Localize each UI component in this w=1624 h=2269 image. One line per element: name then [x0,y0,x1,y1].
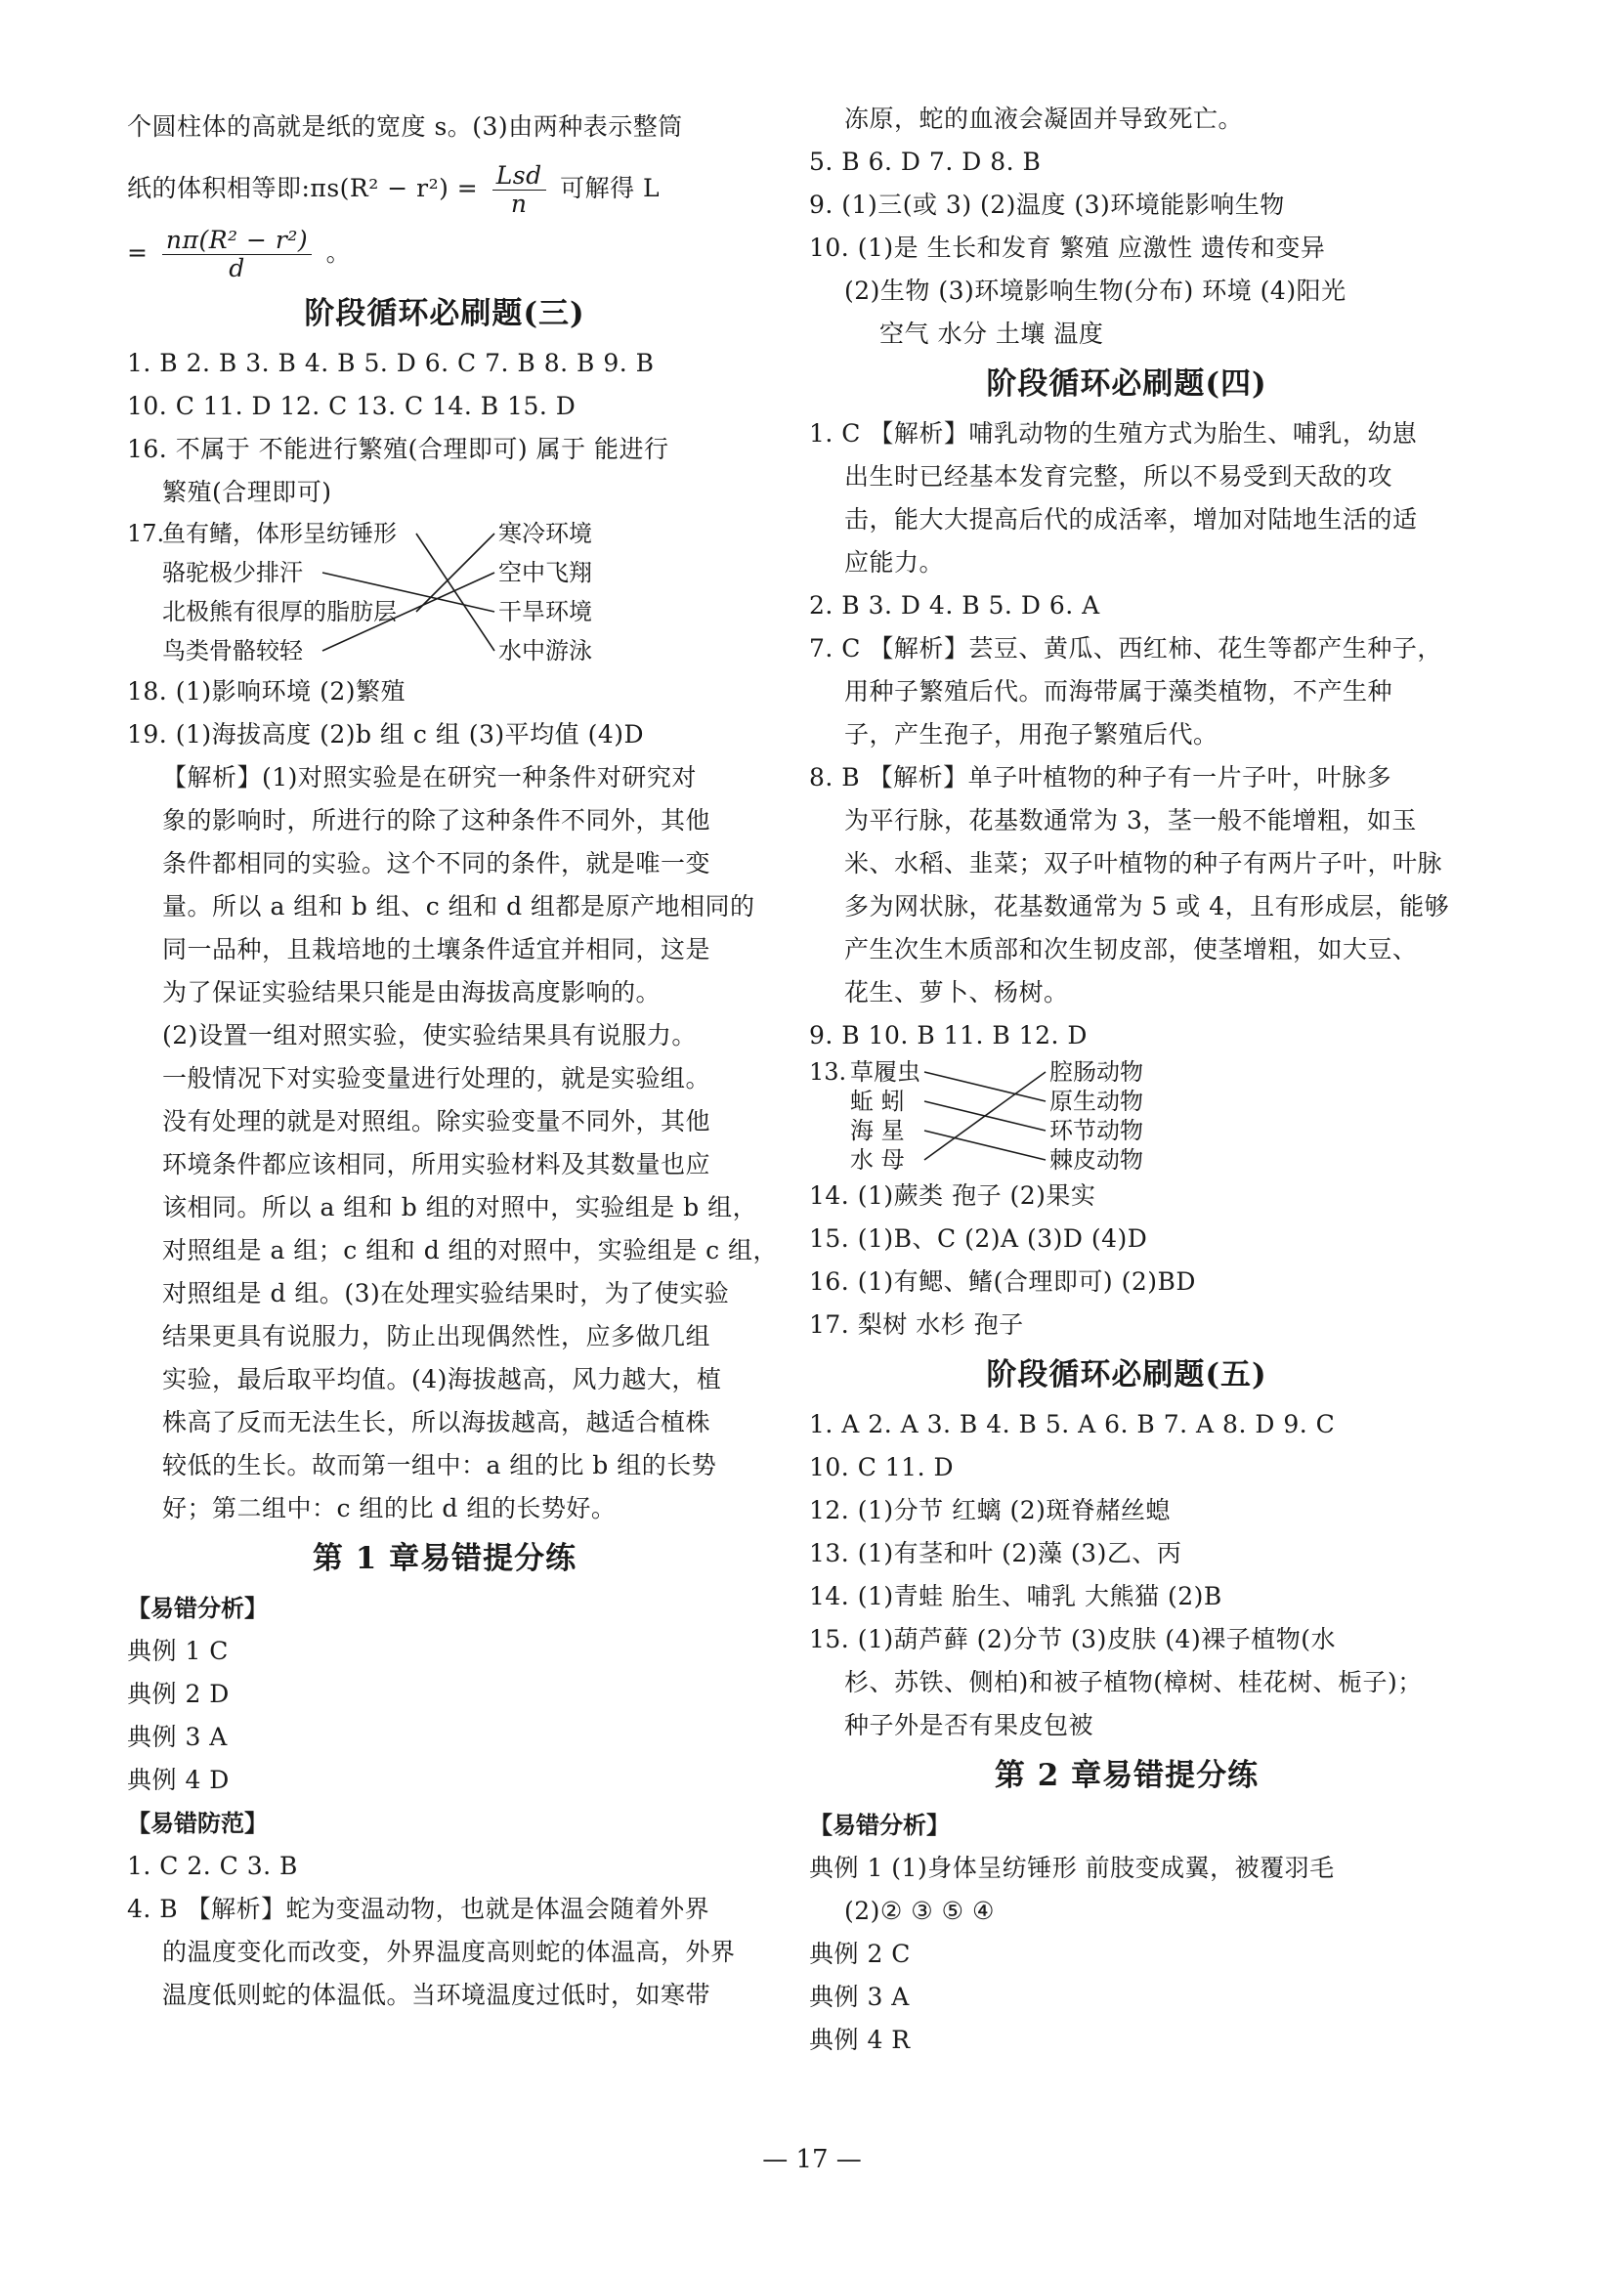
answer-line: 典例 1 C [127,1637,229,1665]
analysis-line: 量。所以 a 组和 b 组、c 组和 d 组都是原产地相同的 [162,892,755,920]
match-left-item: 鸟类骨骼较轻 [162,637,303,664]
fraction-denominator: n [510,190,528,218]
match-left-item: 草履虫 [850,1058,920,1086]
formula-text: 可解得 L [560,174,661,202]
analysis-line: 结果更具有说服力，防止出现偶然性，应多做几组 [162,1322,711,1350]
match-right-item: 干旱环境 [498,598,592,625]
answer-line: 典例 3 A [127,1723,228,1751]
answer-line: 13. (1)有茎和叶 (2)藻 (3)乙、丙 [809,1539,1182,1567]
analysis-line: 应能力。 [844,548,945,577]
answer-line: 17. 梨树 水杉 孢子 [809,1310,1024,1339]
answer-line: 1. B 2. B 3. B 4. B 5. D 6. C 7. B 8. B 9. B [127,349,655,377]
match-line [322,573,494,612]
answer-line: 16. 不属于 不能进行繁殖(合理即可) 属于 能进行 [127,435,669,463]
subsection-heading: 【易错分析】 [809,1811,950,1839]
match-right-item: 水中游泳 [498,637,592,664]
match-right-item: 环节动物 [1049,1117,1143,1144]
analysis-line: 环境条件都应该相同，所用实验材料及其数量也应 [162,1150,711,1178]
answer-line: 9. B 10. B 11. B 12. D [809,1021,1088,1049]
answer-line: 16. (1)有鳃、鳍(合理即可) (2)BD [809,1267,1196,1296]
formula-line [127,221,762,285]
analysis-line: 该相同。所以 a 组和 b 组的对照中，实验组是 b 组， [162,1193,758,1221]
answer-line: 1. A 2. A 3. B 4. B 5. A 6. B 7. A 8. D 9. C [809,1410,1336,1438]
answer-line: 1. C 2. C 3. B [127,1852,298,1880]
answer-line: 杉、苏铁、侧柏)和被子植物(樟树、桂花树、栀子)； [844,1668,1423,1696]
subsection-heading: 【易错防范】 [127,1809,268,1837]
match-left-item: 北极熊有很厚的脂肪层 [162,598,397,625]
answer-line: 12. (1)分节 红螭 (2)斑脊赭丝螅 [809,1496,1171,1524]
answer-line: 4. B 【解析】蛇为变温动物，也就是体温会随着外界 [127,1895,710,1923]
analysis-line: 多为网状脉，花基数通常为 5 或 4，且有形成层，能够 [844,892,1450,920]
analysis-line: 出生时已经基本发育完整，所以不易受到天敌的攻 [844,462,1393,491]
match-right-item: 原生动物 [1049,1088,1143,1115]
match-right-item: 棘皮动物 [1049,1146,1143,1174]
analysis-line: (2)设置一组对照实验，使实验结果具有说服力。 [162,1021,697,1049]
match-line [924,1131,1046,1160]
answer-line: 典例 2 C [809,1940,911,1968]
fraction [162,227,312,282]
answer-line: 10. C 11. D 12. C 13. C 14. B 15. D [127,392,577,420]
match-left-item: 海 星 [850,1117,905,1144]
question-number: 17. [127,520,165,547]
analysis-line: 冻原，蛇的血液会凝固并导致死亡。 [844,105,1244,133]
match-left-item: 骆驼极少排汗 [162,559,303,586]
answer-line: 空气 水分 土壤 温度 [879,320,1104,348]
subsection-heading: 【易错分析】 [127,1594,268,1622]
answer-line: 典例 2 D [127,1680,230,1708]
match-left-item: 水 母 [850,1146,905,1174]
page-number: — 17 — [762,2145,862,2174]
answer-line: 5. B 6. D 7. D 8. B [809,148,1042,176]
answer-line: 10. C 11. D [809,1453,955,1481]
answer-line: 18. (1)影响环境 (2)繁殖 [127,677,406,706]
formula-text: = [127,238,149,267]
matching-diagram-13 [809,1057,1444,1175]
analysis-line: 用种子繁殖后代。而海带属于藻类植物，不产生种 [844,677,1393,706]
match-left-item: 蚯 蚓 [850,1088,905,1115]
formula-text: 。 [325,238,352,267]
formula-text: 纸的体积相等即:πs(R² − r²) = [127,174,479,202]
answer-line: 繁殖(合理即可) [162,478,332,506]
analysis-line: 的温度变化而改变，外界温度高则蛇的体温高，外界 [162,1938,736,1966]
match-right-item: 空中飞翔 [498,559,592,586]
match-line [924,1072,1046,1160]
answer-line: 1. C 【解析】哺乳动物的生殖方式为胎生、哺乳，幼崽 [809,419,1418,448]
analysis-line: 没有处理的就是对照组。除实验变量不同外，其他 [162,1107,711,1135]
analysis-line: 对照组是 a 组；c 组和 d 组的对照中，实验组是 c 组， [162,1236,779,1264]
match-line [416,534,494,612]
matching-lines [809,1057,1444,1175]
answer-line: 19. (1)海拔高度 (2)b 组 c 组 (3)平均值 (4)D [127,720,645,749]
analysis-line: 一般情况下对实验变量进行处理的，就是实验组。 [162,1064,711,1092]
analysis-line: 【解析】(1)对照实验是在研究一种条件对研究对 [162,763,697,792]
analysis-line: 子，产生孢子，用孢子繁殖后代。 [844,720,1218,749]
fraction-numerator: Lsd [492,162,546,191]
analysis-line: 为平行脉，花基数通常为 3，茎一般不能增粗，如玉 [844,806,1417,835]
analysis-line: 较低的生长。故而第一组中：a 组的比 b 组的长势 [162,1451,717,1479]
formula-line [127,156,762,221]
fraction [492,162,546,218]
fraction-numerator: nπ(R² − r²) [162,227,312,255]
left-column [127,98,779,2017]
right-column [809,98,1450,2062]
matching-lines [127,514,762,670]
match-right-item: 寒冷环境 [498,520,592,547]
answer-line: 14. (1)蕨类 孢子 (2)果实 [809,1181,1096,1210]
answer-line: 15. (1)葫芦藓 (2)分节 (3)皮肤 (4)裸子植物(水 [809,1625,1336,1653]
answer-line: 典例 4 D [127,1766,230,1794]
answer-line: 种子外是否有果皮包被 [844,1711,1094,1739]
match-left-item: 鱼有鳍，体形呈纺锤形 [162,520,397,547]
analysis-line: 为了保证实验结果只能是由海拔高度影响的。 [162,978,662,1006]
answer-line: 8. B 【解析】单子叶植物的种子有一片子叶，叶脉多 [809,763,1392,792]
answer-line: 9. (1)三(或 3) (2)温度 (3)环境能影响生物 [809,191,1285,219]
analysis-line: 同一品种，且栽培地的土壤条件适宜并相同，这是 [162,935,711,963]
match-right-item: 腔肠动物 [1049,1058,1143,1086]
answer-line: 14. (1)青蛙 胎生、哺乳 大熊猫 (2)B [809,1582,1222,1610]
matching-diagram-17 [127,514,762,670]
analysis-line: 产生次生木质部和次生韧皮部，使茎增粗，如大豆、 [844,935,1418,963]
answer-line: (2)② ③ ⑤ ④ [844,1897,995,1925]
match-line [924,1072,1046,1101]
section-heading: 阶段循环必刷题(四) [986,366,1267,402]
analysis-line: 象的影响时，所进行的除了这种条件不同外，其他 [162,806,711,835]
analysis-line: 对照组是 d 组。(3)在处理实验结果时，为了使实验 [162,1279,730,1307]
section-heading: 第 1 章易错提分练 [312,1541,577,1576]
answer-line: 典例 3 A [809,1983,910,2011]
answer-line: 典例 1 (1)身体呈纺锤形 前肢变成翼，被覆羽毛 [809,1854,1335,1882]
analysis-line: 温度低则蛇的体温低。当环境温度过低时，如寒带 [162,1981,711,2009]
answer-line: 典例 4 R [809,2026,911,2054]
fraction-denominator: d [229,254,245,282]
answer-line: (2)生物 (3)环境影响生物(分布) 环境 (4)阳光 [844,277,1346,305]
answer-line: 15. (1)B、C (2)A (3)D (4)D [809,1224,1148,1253]
section-heading: 第 2 章易错提分练 [994,1758,1260,1793]
analysis-line: 米、水稻、韭菜；双子叶植物的种子有两片子叶，叶脉 [844,849,1443,878]
analysis-line: 击，能大大提高后代的成活率，增加对陆地生活的适 [844,505,1418,534]
answer-line: 7. C 【解析】芸豆、黄瓜、西红柿、花生等都产生种子， [809,634,1442,663]
analysis-line: 实验，最后取平均值。(4)海拔越高，风力越大，植 [162,1365,722,1393]
answer-line: 10. (1)是 生长和发育 繁殖 应激性 遗传和变异 [809,234,1326,262]
analysis-line: 条件都相同的实验。这个不同的条件，就是唯一变 [162,849,711,878]
analysis-line: 好；第二组中：c 组的比 d 组的长势好。 [162,1494,617,1522]
analysis-line: 花生、萝卜、杨树。 [844,978,1069,1006]
match-line [416,534,494,651]
analysis-line: 株高了反而无法生长，所以海拔越高，越适合植株 [162,1408,711,1436]
section-heading: 阶段循环必刷题(五) [986,1357,1267,1392]
section-heading: 阶段循环必刷题(三) [304,296,585,331]
answer-line: 2. B 3. D 4. B 5. D 6. A [809,591,1100,620]
text-line: 个圆柱体的高就是纸的宽度 s。(3)由两种表示整筒 [127,112,683,141]
question-number: 13. [809,1058,847,1086]
